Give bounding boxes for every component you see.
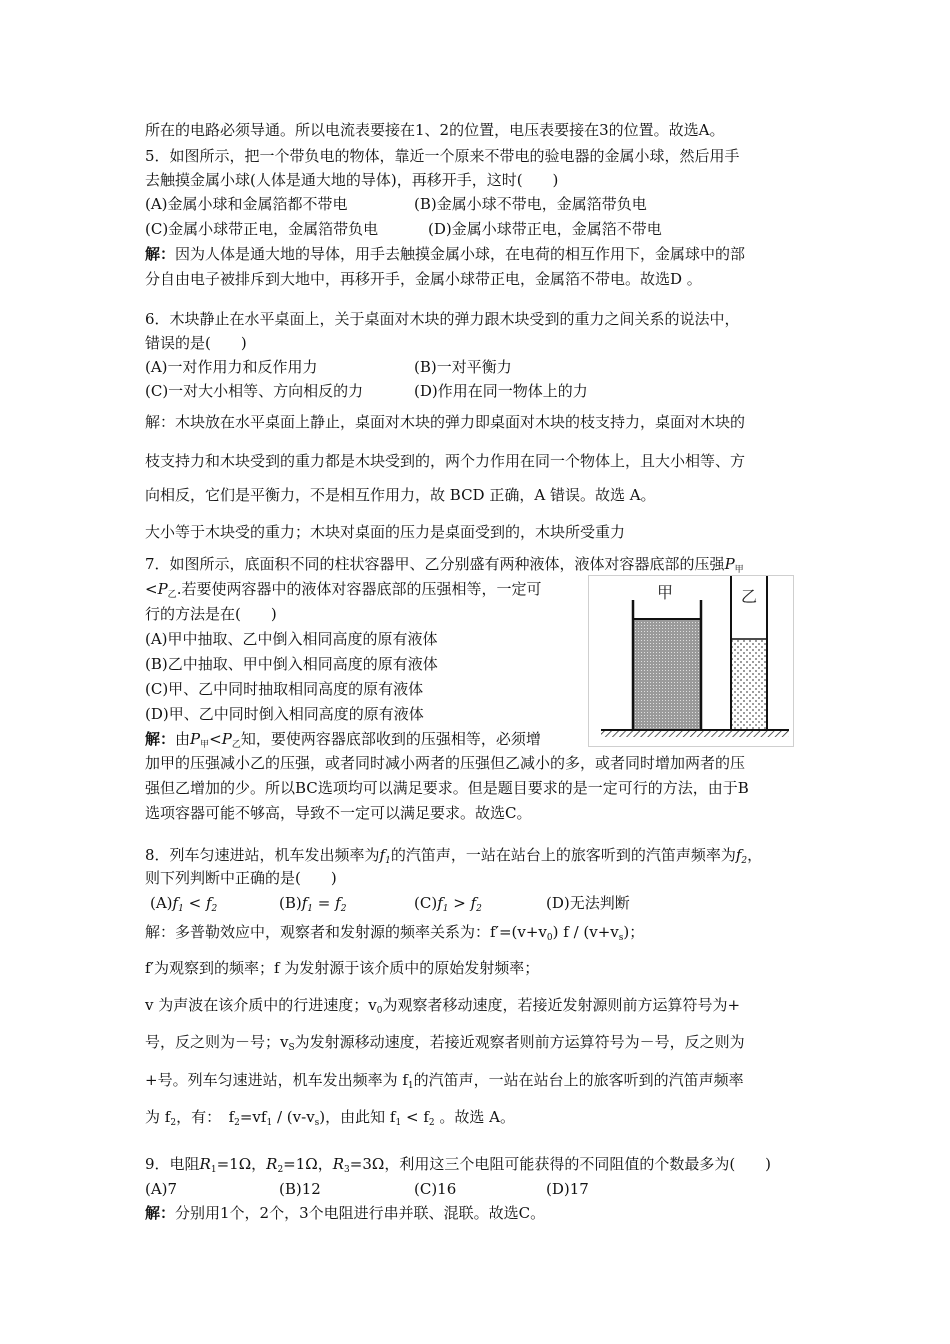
- question-6-option-a: (A)一对作用力和反作用力: [145, 358, 318, 376]
- question-9-option-d: (D)17: [546, 1180, 589, 1198]
- question-8-option-d: (D)无法判断: [546, 894, 630, 912]
- question-8-stem: 8．列车匀速进站，机车发出频率为$f_1$的汽笛声，一站在站台上的旅客听到的汽笛声频率为$f_2$，: [145, 846, 763, 866]
- question-5-solution: 分自由电子被排斥到大地中，再移开手，金属小球带正电，金属箔不带电。故选D 。: [145, 270, 702, 288]
- question-5-option-d: (D)金属小球带正电，金属箔不带电: [428, 220, 662, 238]
- liquid-yi: [732, 639, 766, 729]
- question-5-option-c: (C)金属小球带正电，金属箔带负电: [145, 220, 379, 238]
- question-7-stem: 行的方法是在( ): [145, 605, 277, 623]
- question-9-option-a: (A)7: [145, 1180, 178, 1198]
- question-6-note: 大小等于木块受的重力；木块对桌面的压力是桌面受到的，木块所受重力: [145, 523, 626, 541]
- question-5-solution: [145, 244, 745, 264]
- question-6-option-c: (C)一对大小相等、方向相反的力: [145, 382, 364, 400]
- container-jia-label: 甲: [657, 583, 674, 602]
- question-6-solution: 向相反，它们是平衡力，不是相互作用力，故 BCD 正确，A 错误。故选 A。: [145, 486, 656, 504]
- solution-text: 因为人体是通大地的导体，用手去触摸金属小球，在电荷的相互作用下，金属球中的部: [175, 245, 746, 263]
- question-8-option-a: $(A)f_1 < f_2$: [150, 894, 218, 914]
- solution-label: 解：: [145, 245, 176, 263]
- text-line: 所在的电路必须导通。所以电流表要接在1、2的位置，电压表要接在3的位置。故选A。: [145, 121, 725, 139]
- question-7-solution: 加甲的压强减小乙的压强，或者同时减小两者的压强但乙减小的多，或者同时增加两者的压: [145, 754, 746, 772]
- question-8-solution: 号，反之则为－号；$v_S$为发射源移动速度，若接近观察者则前方运算符号为－号，反之则为: [145, 1033, 745, 1053]
- question-8-option-c: $(C)f_1 > f_2$: [414, 894, 482, 914]
- question-6-option-b: (B)一对平衡力: [414, 358, 512, 376]
- question-7-stem: $<P_乙$.若要使两容器中的液体对容器底部的压强相等，一定可: [145, 580, 542, 600]
- question-9-option-b: (B)12: [279, 1180, 321, 1198]
- question-7-solution: 选项容器可能不够高，导致不一定可以满足要求。故选C。: [145, 804, 532, 822]
- ground-hatching: [601, 731, 789, 737]
- question-8-solution: v 为声波在该介质中的行进速度；$v_0$为观察者移动速度，若接近发射源则前方运算符号为+: [145, 996, 741, 1016]
- question-8-solution: +号。列车匀速进站，机车发出频率为 $f_1$的汽笛声，一站在站台上的旅客听到的汽笛声频率: [145, 1071, 744, 1091]
- question-5-stem: 去触摸金属小球(人体是通大地的导体)，再移开手，这时( ): [145, 171, 559, 189]
- question-9-option-c: (C)16: [414, 1180, 457, 1198]
- question-6-solution: 枝支持力和木块受到的重力都是木块受到的，两个力作用在同一个物体上，且大小相等、方: [145, 452, 746, 470]
- liquid-jia: [634, 619, 700, 729]
- container-yi-label: 乙: [741, 587, 758, 606]
- question-5-stem: 5．如图所示，把一个带负电的物体，靠近一个原来不带电的验电器的金属小球，然后用手: [145, 147, 740, 165]
- question-6-option-d: (D)作用在同一物体上的力: [414, 382, 588, 400]
- question-8-option-b: $(B)f_1 = f_2$: [279, 894, 347, 914]
- question-7-solution: 强但乙增加的少。所以BC选项均可以满足要求。但是题目要求的是一定可行的方法，由于B: [145, 779, 749, 797]
- question-6-stem: 错误的是( ): [145, 334, 247, 352]
- question-9-solution: 解：分别用1个，2个，3个电阻进行串并联、混联。故选C。: [145, 1204, 546, 1222]
- container-figure-svg: [589, 576, 793, 746]
- question-5-option-b: (B)金属小球不带电，金属箔带负电: [414, 195, 647, 213]
- question-8-solution: 为 $f_2$，有： $f_2=vf_1 / (v-v_s)$，由此知 $f_1 < f_2$ 。故选 A。: [145, 1108, 515, 1128]
- question-5-option-a: (A)金属小球和金属箔都不带电: [145, 195, 348, 213]
- question-7-solution: 解：由$P_甲<P_乙$知，要使两容器底部收到的压强相等，必须增: [145, 730, 541, 750]
- container-figure: [588, 575, 794, 747]
- question-8-solution: f′为观察到的频率；f 为发射源于该介质中的原始发射频率；: [145, 959, 540, 977]
- question-7-option-a: (A)甲中抽取、乙中倒入相同高度的原有液体: [145, 630, 438, 648]
- question-8-stem: 则下列判断中正确的是( ): [145, 869, 337, 887]
- question-7-stem: 7．如图所示，底面积不同的柱状容器甲、乙分别盛有两种液体，液体对容器底部的压强$P_甲$: [145, 555, 744, 575]
- question-9-stem: 9．电阻$R_1=1\Omega$，$R_2=1\Omega$，$R_3=3\Omega$，利用这三个电阻可能获得的不同阻值的个数最多为( ): [145, 1155, 772, 1175]
- question-7-option-c: (C)甲、乙中同时抽取相同高度的原有液体: [145, 680, 424, 698]
- question-6-solution: 解：木块放在水平桌面上静止，桌面对木块的弹力即桌面对木块的枝支持力，桌面对木块的: [145, 413, 746, 431]
- question-8-solution: 解：多普勒效应中，观察者和发射源的频率关系为：$f'=(v+v_0)$ $f / (v+v_s)$；: [145, 923, 645, 943]
- question-6-stem: 6．木块静止在水平桌面上，关于桌面对木块的弹力跟木块受到的重力之间关系的说法中，: [145, 310, 740, 328]
- question-7-option-d: (D)甲、乙中同时倒入相同高度的原有液体: [145, 705, 424, 723]
- question-7-option-b: (B)乙中抽取、甲中倒入相同高度的原有液体: [145, 655, 438, 673]
